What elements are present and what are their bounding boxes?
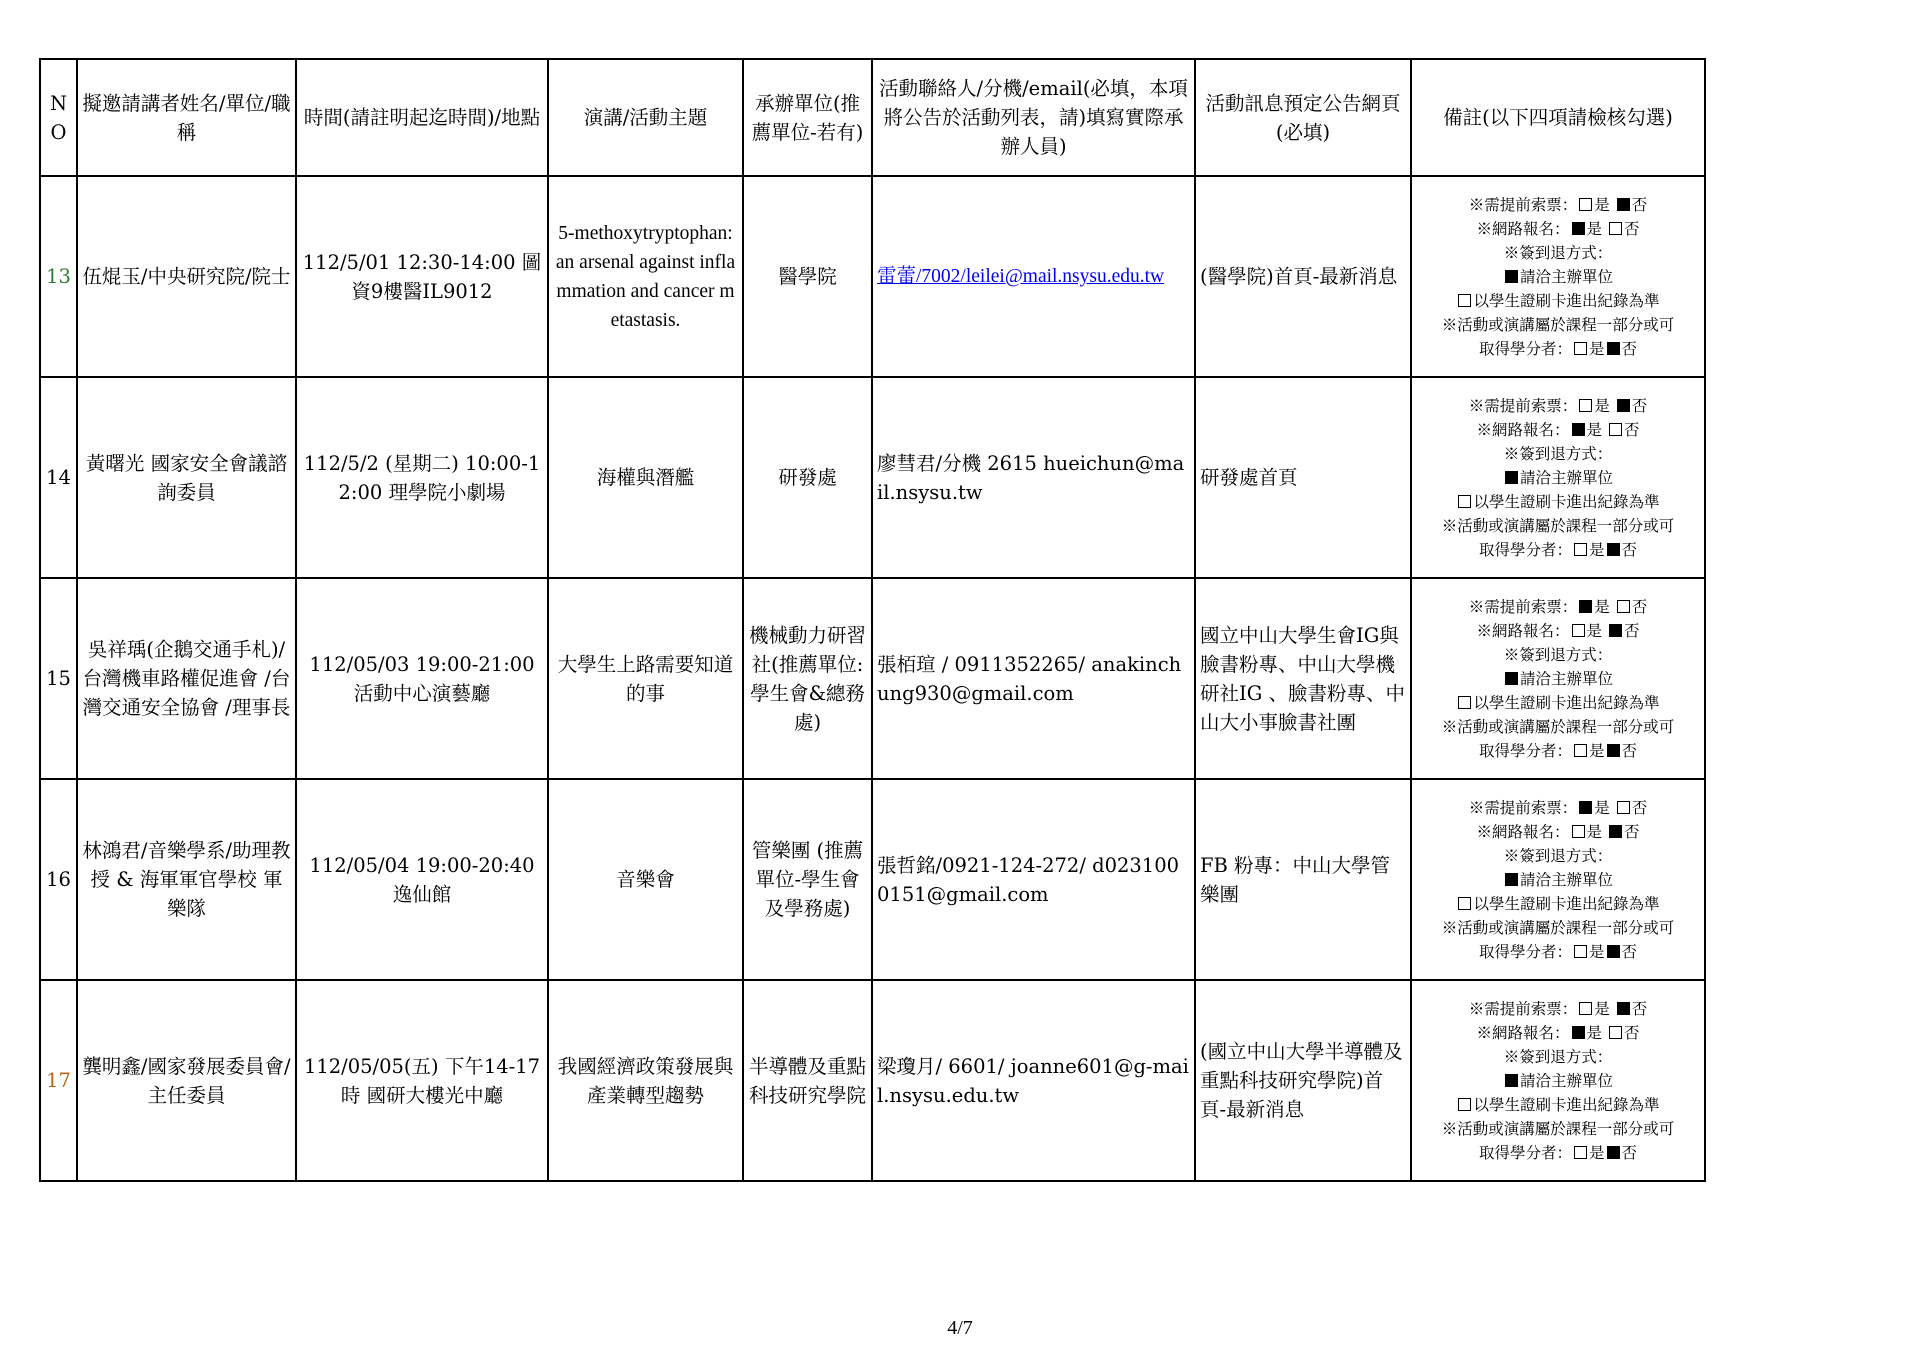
signin-organizer-line: 請洽主辦單位 — [1416, 1069, 1700, 1093]
ticket-line: ※需提前索票： 是 否 — [1468, 798, 1648, 817]
header-row — [40, 59, 1705, 176]
credit-line: ※活動或演講屬於課程一部分或可 — [1441, 315, 1675, 334]
row-number: 16 — [40, 779, 77, 980]
online-line: ※網路報名： 是 否 — [1476, 621, 1640, 640]
announce-cell: 研發處首頁 — [1195, 377, 1411, 578]
remark-cell — [1411, 578, 1705, 779]
signin-organizer-line: 請洽主辦單位 — [1416, 265, 1700, 289]
header-remark: 備註(以下四項請檢核勾選) — [1411, 59, 1705, 176]
signin-card-checkbox[interactable] — [1458, 1098, 1471, 1111]
remark-cell — [1411, 176, 1705, 377]
credit-line: ※活動或演講屬於課程一部分或可 — [1441, 1119, 1675, 1138]
online-line: ※網路報名： 是 否 — [1476, 219, 1640, 238]
table-row — [40, 980, 1705, 1181]
ticket-no-checkbox[interactable] — [1617, 801, 1630, 814]
signin-organizer-checkbox[interactable] — [1505, 471, 1518, 484]
remark-cell — [1411, 779, 1705, 980]
topic-cell: 大學生上路需要知道的事 — [548, 578, 743, 779]
speaker-cell: 林鴻君/音樂學系/助理教授 & 海軍軍官學校 軍樂隊 — [77, 779, 296, 980]
header-time: 時間(請註明起迄時間)/地點 — [296, 59, 548, 176]
ticket-no-checkbox[interactable] — [1617, 399, 1630, 412]
ticket-no-checkbox[interactable] — [1617, 600, 1630, 613]
online-no-checkbox[interactable] — [1609, 222, 1622, 235]
remark-cell — [1411, 377, 1705, 578]
ticket-line: ※需提前索票： 是 否 — [1468, 396, 1648, 415]
schedule-table — [39, 58, 1706, 1182]
speaker-cell: 黃曙光 國家安全會議諮詢委員 — [77, 377, 296, 578]
credit-yes-checkbox[interactable] — [1574, 744, 1587, 757]
online-yes-checkbox[interactable] — [1572, 1026, 1585, 1039]
online-yes-checkbox[interactable] — [1572, 825, 1585, 838]
contact-cell: 廖彗君/分機 2615 hueichun@mail.nsysu.tw — [872, 377, 1195, 578]
ticket-no-checkbox[interactable] — [1617, 198, 1630, 211]
row-number: 14 — [40, 377, 77, 578]
credit-answer-line: 取得學分者： 是 否 — [1478, 1143, 1638, 1162]
credit-line: ※活動或演講屬於課程一部分或可 — [1441, 918, 1675, 937]
credit-no-checkbox[interactable] — [1607, 945, 1620, 958]
table-row — [40, 377, 1705, 578]
signin-card-checkbox[interactable] — [1458, 294, 1471, 307]
credit-answer-line: 取得學分者： 是 否 — [1478, 942, 1638, 961]
signin-line: ※簽到退方式： — [1503, 846, 1613, 865]
signin-line: ※簽到退方式： — [1503, 1047, 1613, 1066]
ticket-yes-checkbox[interactable] — [1579, 198, 1592, 211]
credit-line: ※活動或演講屬於課程一部分或可 — [1441, 717, 1675, 736]
credit-answer-line: 取得學分者： 是 否 — [1478, 741, 1638, 760]
signin-card-line: 以學生證刷卡進出紀錄為準 — [1416, 289, 1700, 313]
signin-card-line: 以學生證刷卡進出紀錄為準 — [1416, 691, 1700, 715]
header-no: NO — [40, 59, 77, 176]
announce-cell: (醫學院)首頁-最新消息 — [1195, 176, 1411, 377]
organizer-cell: 醫學院 — [743, 176, 872, 377]
contact-cell — [872, 176, 1195, 377]
organizer-cell: 機械動力研習社(推薦單位:學生會&總務處) — [743, 578, 872, 779]
credit-yes-checkbox[interactable] — [1574, 945, 1587, 958]
signin-line: ※簽到退方式： — [1503, 444, 1613, 463]
contact-cell: 梁瓊月/ 6601/ joanne601@g-mail.nsysu.edu.tw — [872, 980, 1195, 1181]
ticket-no-checkbox[interactable] — [1617, 1002, 1630, 1015]
header-speaker: 擬邀請講者姓名/單位/職稱 — [77, 59, 296, 176]
ticket-yes-checkbox[interactable] — [1579, 1002, 1592, 1015]
ticket-line: ※需提前索票： 是 否 — [1468, 597, 1648, 616]
speaker-cell: 吳祥瑀(企鵝交通手札)/台灣機車路權促進會 /台灣交通安全協會 /理事長 — [77, 578, 296, 779]
table-row — [40, 779, 1705, 980]
announce-cell: 國立中山大學生會IG與臉書粉專、中山大學機研社IG 、臉書粉專、中山大小事臉書社團 — [1195, 578, 1411, 779]
signin-organizer-checkbox[interactable] — [1505, 1074, 1518, 1087]
time-location-cell: 112/05/03 19:00-21:00 活動中心演藝廳 — [296, 578, 548, 779]
speaker-cell: 伍焜玉/中央研究院/院士 — [77, 176, 296, 377]
topic-cell: 5-methoxytryptophan: an arsenal against inflammation and cancer metastasis. — [548, 176, 743, 377]
signin-line: ※簽到退方式： — [1503, 645, 1613, 664]
signin-organizer-line: 請洽主辦單位 — [1416, 466, 1700, 490]
row-number: 13 — [40, 176, 77, 377]
signin-organizer-line: 請洽主辦單位 — [1416, 868, 1700, 892]
page-number: 4/7 — [947, 1317, 973, 1339]
header-organizer: 承辦單位(推薦單位-若有) — [743, 59, 872, 176]
ticket-yes-checkbox[interactable] — [1579, 600, 1592, 613]
credit-answer-line: 取得學分者： 是 否 — [1478, 540, 1638, 559]
online-line: ※網路報名： 是 否 — [1476, 1023, 1640, 1042]
online-no-checkbox[interactable] — [1609, 624, 1622, 637]
table-row — [40, 578, 1705, 779]
ticket-line: ※需提前索票： 是 否 — [1468, 999, 1648, 1018]
ticket-line: ※需提前索票： 是 否 — [1468, 195, 1648, 214]
credit-answer-line: 取得學分者： 是 否 — [1478, 339, 1638, 358]
signin-card-line: 以學生證刷卡進出紀錄為準 — [1416, 1093, 1700, 1117]
header-topic: 演講/活動主題 — [548, 59, 743, 176]
table-row — [40, 176, 1705, 377]
time-location-cell: 112/5/01 12:30-14:00 圖資9樓醫IL9012 — [296, 176, 548, 377]
contact-cell: 張栢瑄 / 0911352265/ anakinchung930@gmail.com — [872, 578, 1195, 779]
online-no-checkbox[interactable] — [1609, 825, 1622, 838]
online-yes-checkbox[interactable] — [1572, 624, 1585, 637]
credit-no-checkbox[interactable] — [1607, 543, 1620, 556]
header-announce: 活動訊息預定公告網頁(必填) — [1195, 59, 1411, 176]
online-yes-checkbox[interactable] — [1572, 222, 1585, 235]
signin-card-line: 以學生證刷卡進出紀錄為準 — [1416, 490, 1700, 514]
credit-yes-checkbox[interactable] — [1574, 1146, 1587, 1159]
announce-cell: FB 粉專：中山大學管樂團 — [1195, 779, 1411, 980]
signin-organizer-checkbox[interactable] — [1505, 270, 1518, 283]
speaker-cell: 龔明鑫/國家發展委員會/主任委員 — [77, 980, 296, 1181]
signin-organizer-line: 請洽主辦單位 — [1416, 667, 1700, 691]
organizer-cell: 管樂團 (推薦單位-學生會及學務處) — [743, 779, 872, 980]
online-no-checkbox[interactable] — [1609, 423, 1622, 436]
online-line: ※網路報名： 是 否 — [1476, 420, 1640, 439]
row-number: 15 — [40, 578, 77, 779]
signin-card-line: 以學生證刷卡進出紀錄為準 — [1416, 892, 1700, 916]
topic-cell: 海權與潛艦 — [548, 377, 743, 578]
header-contact: 活動聯絡人/分機/email(必填，本項將公告於活動列表，請)填寫實際承辦人員) — [872, 59, 1195, 176]
organizer-cell: 研發處 — [743, 377, 872, 578]
contact-email-link[interactable]: 雷蕾/7002/leilei@mail.nsysu.edu.tw — [877, 266, 1165, 287]
credit-no-checkbox[interactable] — [1607, 1146, 1620, 1159]
signin-card-checkbox[interactable] — [1458, 696, 1471, 709]
time-location-cell: 112/05/04 19:00-20:40 逸仙館 — [296, 779, 548, 980]
announce-cell: (國立中山大學半導體及重點科技研究學院)首頁-最新消息 — [1195, 980, 1411, 1181]
signin-card-checkbox[interactable] — [1458, 897, 1471, 910]
organizer-cell: 半導體及重點科技研究學院 — [743, 980, 872, 1181]
ticket-yes-checkbox[interactable] — [1579, 801, 1592, 814]
online-yes-checkbox[interactable] — [1572, 423, 1585, 436]
online-no-checkbox[interactable] — [1609, 1026, 1622, 1039]
time-location-cell: 112/5/2 (星期二) 10:00-12:00 理學院小劇場 — [296, 377, 548, 578]
credit-line: ※活動或演講屬於課程一部分或可 — [1441, 516, 1675, 535]
signin-line: ※簽到退方式： — [1503, 243, 1613, 262]
credit-yes-checkbox[interactable] — [1574, 543, 1587, 556]
topic-cell: 我國經濟政策發展與產業轉型趨勢 — [548, 980, 743, 1181]
contact-cell: 張哲銘/0921-124-272/ d0231000151@gmail.com — [872, 779, 1195, 980]
signin-card-checkbox[interactable] — [1458, 495, 1471, 508]
time-location-cell: 112/05/05(五) 下午14-17時 國研大樓光中廳 — [296, 980, 548, 1181]
topic-cell: 音樂會 — [548, 779, 743, 980]
row-number: 17 — [40, 980, 77, 1181]
credit-no-checkbox[interactable] — [1607, 342, 1620, 355]
signin-organizer-checkbox[interactable] — [1505, 672, 1518, 685]
credit-yes-checkbox[interactable] — [1574, 342, 1587, 355]
signin-organizer-checkbox[interactable] — [1505, 873, 1518, 886]
remark-cell — [1411, 980, 1705, 1181]
ticket-yes-checkbox[interactable] — [1579, 399, 1592, 412]
credit-no-checkbox[interactable] — [1607, 744, 1620, 757]
online-line: ※網路報名： 是 否 — [1476, 822, 1640, 841]
